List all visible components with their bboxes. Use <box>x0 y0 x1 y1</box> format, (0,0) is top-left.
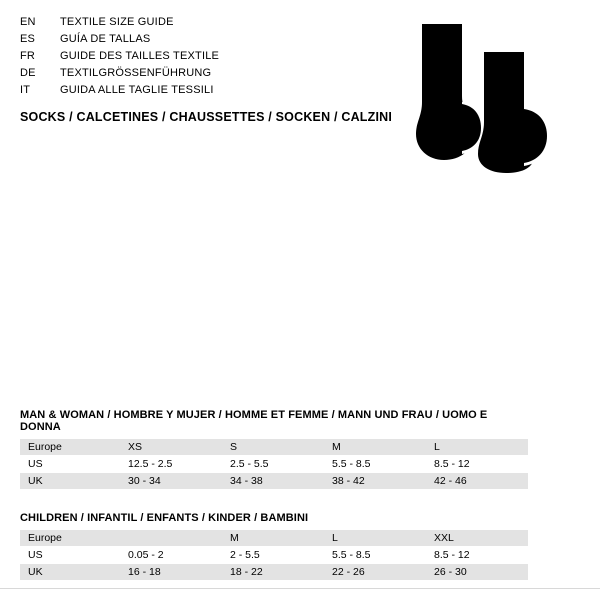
language-list <box>20 16 380 101</box>
adult-table-title: MAN & WOMAN / HOMBRE Y MUJER / HOMME ET FEMME / MANN UND FRAU / UOMO E DONNA <box>20 409 488 433</box>
adult-header-xs: XS <box>120 439 222 456</box>
adult-row-us-s: 2.5 - 5.5 <box>222 456 324 473</box>
language-code-it: IT <box>20 84 31 96</box>
language-row-en <box>20 16 380 33</box>
adult-row-uk-label: UK <box>20 473 120 490</box>
language-row-es <box>20 33 380 50</box>
adult-header-s: S <box>222 439 324 456</box>
adult-row-uk-l: 42 - 46 <box>426 473 528 490</box>
table-row <box>20 456 528 473</box>
language-code-fr: FR <box>20 50 36 62</box>
children-header-xxl: XXL <box>426 530 528 547</box>
adult-row-us-label: US <box>20 456 120 473</box>
adult-size-table <box>20 439 528 489</box>
language-text-fr: GUIDE DES TAILLES TEXTILE <box>60 50 220 62</box>
table-row <box>20 473 528 490</box>
adult-size-table-block <box>20 409 490 489</box>
adult-row-us-l: 8.5 - 12 <box>426 456 528 473</box>
language-code-es: ES <box>20 33 36 45</box>
children-row-us-c1: 0.05 - 2 <box>120 547 222 564</box>
language-text-en: TEXTILE SIZE GUIDE <box>60 16 174 28</box>
children-table-title: CHILDREN / INFANTIL / ENFANTS / KINDER / BAMBINI <box>20 512 309 524</box>
children-row-us-c4: 8.5 - 12 <box>426 547 528 564</box>
children-row-us-c3: 5.5 - 8.5 <box>324 547 426 564</box>
language-text-es: GUÍA DE TALLAS <box>60 33 151 45</box>
language-text-de: TEXTILGRÖSSENFÜHRUNG <box>60 67 212 79</box>
children-header-m: M <box>222 530 324 547</box>
adult-row-us-xs: 12.5 - 2.5 <box>120 456 222 473</box>
children-header-europe: Europe <box>20 530 120 547</box>
adult-header-l: L <box>426 439 528 456</box>
adult-row-uk-xs: 30 - 34 <box>120 473 222 490</box>
children-row-uk-c3: 22 - 26 <box>324 564 426 581</box>
language-row-it <box>20 84 380 101</box>
children-row-uk-c4: 26 - 30 <box>426 564 528 581</box>
table-row-header <box>20 439 528 456</box>
children-row-us-label: US <box>20 547 120 564</box>
adult-header-europe: Europe <box>20 439 120 456</box>
children-header-l: L <box>324 530 426 547</box>
adult-row-uk-s: 34 - 38 <box>222 473 324 490</box>
table-row <box>20 564 528 581</box>
children-row-uk-label: UK <box>20 564 120 581</box>
table-row <box>20 547 528 564</box>
adult-row-us-m: 5.5 - 8.5 <box>324 456 426 473</box>
language-row-de <box>20 67 380 84</box>
page-subtitle: SOCKS / CALCETINES / CHAUSSETTES / SOCKEN / CALZINI <box>20 110 393 124</box>
children-header-blank <box>120 530 222 547</box>
socks-pair-illustration <box>400 18 570 173</box>
language-text-it: GUIDA ALLE TAGLIE TESSILI <box>60 84 214 96</box>
children-size-table-block <box>20 512 490 580</box>
language-code-en: EN <box>20 16 36 28</box>
children-row-us-c2: 2 - 5.5 <box>222 547 324 564</box>
children-row-uk-c1: 16 - 18 <box>120 564 222 581</box>
language-code-de: DE <box>20 67 36 79</box>
language-row-fr <box>20 50 380 67</box>
table-row-header <box>20 530 528 547</box>
adult-row-uk-m: 38 - 42 <box>324 473 426 490</box>
adult-header-m: M <box>324 439 426 456</box>
children-row-uk-c2: 18 - 22 <box>222 564 324 581</box>
children-size-table <box>20 530 528 580</box>
bottom-divider <box>0 588 600 589</box>
